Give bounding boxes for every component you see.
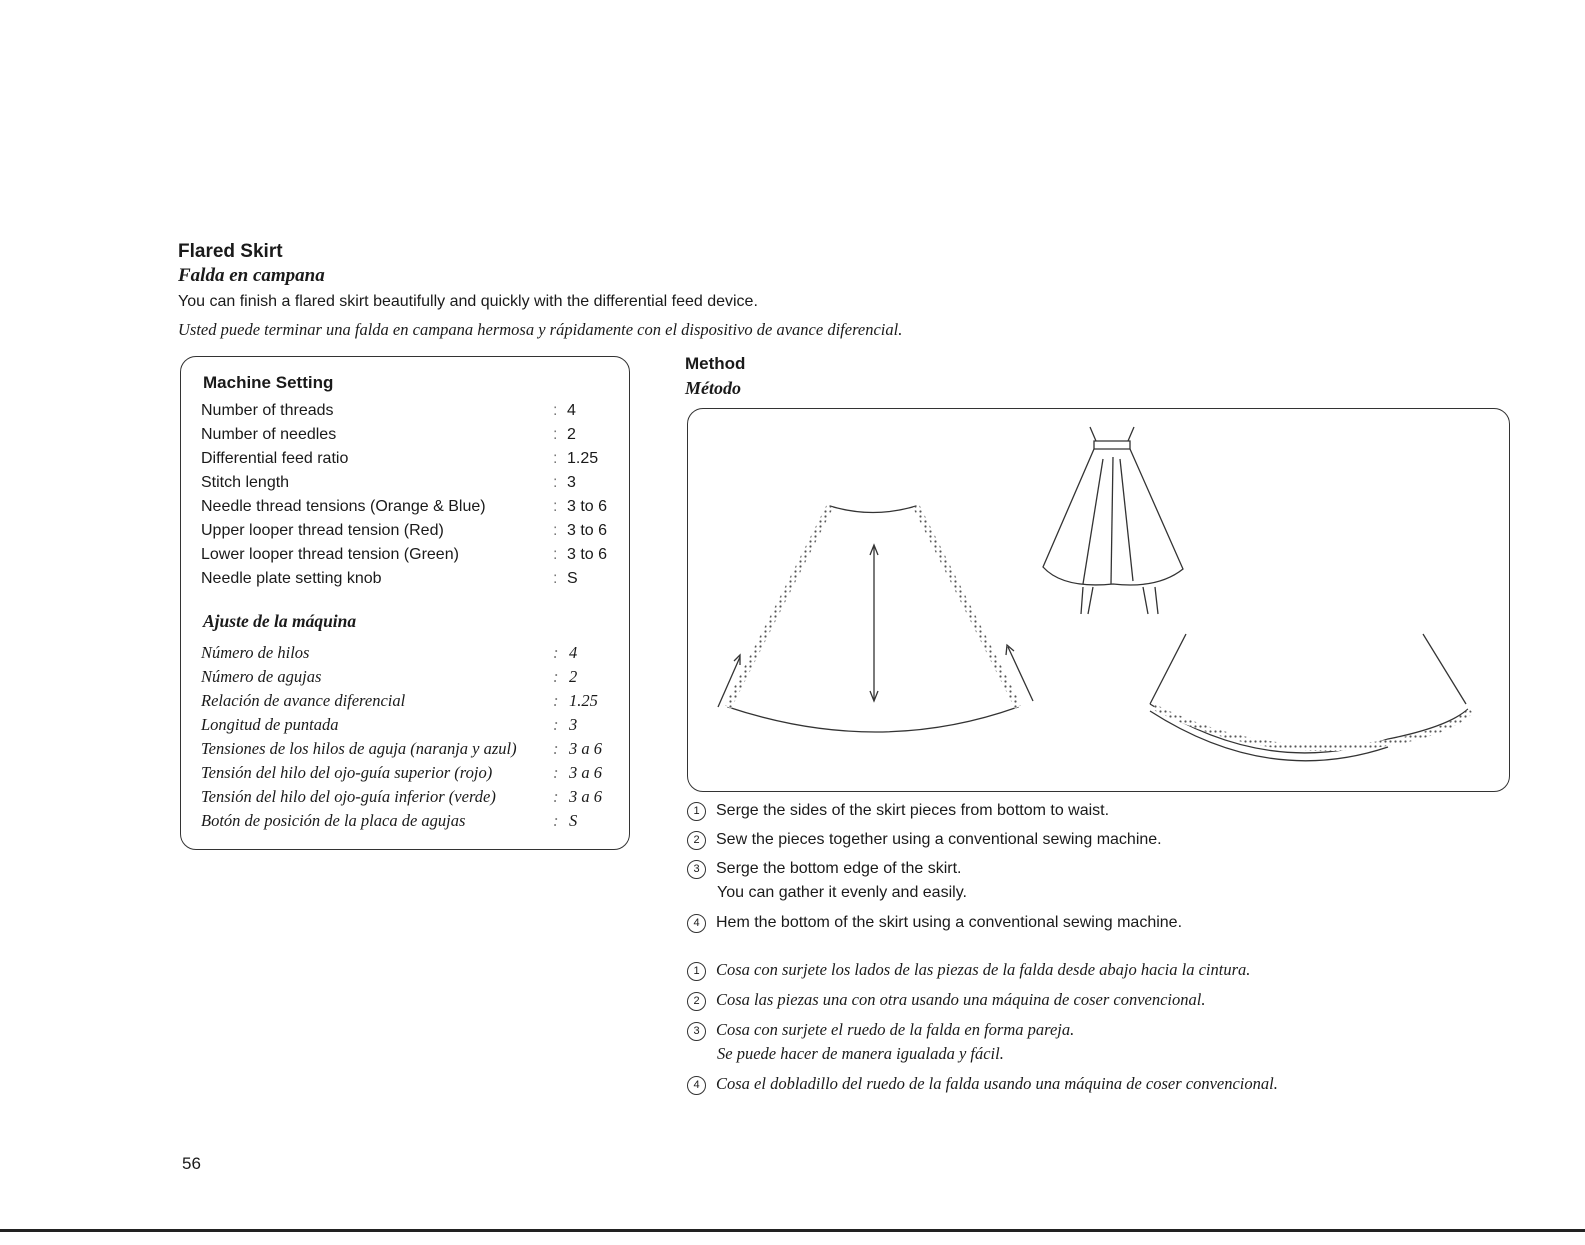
- setting-label: Tensión del hilo del ojo-guía inferior (verde): [201, 787, 496, 806]
- setting-colon: :: [553, 691, 559, 710]
- intro-text-es: Usted puede terminar una falda en campana hermosa y rápidamente con el dispositivo de avance diferencial.: [178, 320, 903, 339]
- setting-colon: :: [553, 498, 558, 515]
- bottom-rule: [0, 1229, 1585, 1232]
- setting-row: [201, 471, 621, 495]
- setting-value: 4: [569, 643, 578, 662]
- setting-label: Número de agujas: [201, 667, 322, 686]
- setting-label: Botón de posición de la placa de agujas: [201, 811, 466, 830]
- method-illustration-box: [687, 408, 1510, 792]
- method-title-es: Método: [685, 378, 741, 398]
- setting-value: 3: [569, 715, 578, 734]
- serged-hem-illustration: [1150, 634, 1471, 761]
- setting-value: 3 to 6: [567, 546, 608, 563]
- setting-colon: :: [553, 546, 558, 563]
- step-subtext: Se puede hacer de manera igualada y fácil.: [717, 1044, 1004, 1063]
- setting-row: [201, 519, 621, 543]
- setting-value: 3 a 6: [569, 787, 602, 806]
- setting-label: Differential feed ratio: [201, 450, 349, 467]
- method-step: [687, 914, 1182, 933]
- step-text: Sew the pieces together using a conventional sewing machine.: [716, 831, 1162, 848]
- setting-row-es: [201, 761, 621, 785]
- method-step-es: [687, 960, 1250, 981]
- setting-row-es: [201, 665, 621, 689]
- step-text: Cosa las piezas una con otra usando una máquina de coser convencional.: [716, 990, 1206, 1009]
- section-title-es: Falda en campana: [178, 265, 325, 286]
- setting-value: S: [567, 570, 578, 587]
- step-number: 3: [687, 1022, 706, 1041]
- skirt-panel-illustration: [718, 506, 1033, 732]
- step-number: 4: [687, 1076, 706, 1095]
- section-title: Flared Skirt: [178, 241, 283, 262]
- method-step-es: [687, 1074, 1278, 1095]
- step-number: 2: [687, 831, 706, 850]
- setting-label: Lower looper thread tension (Green): [201, 546, 459, 563]
- setting-colon: :: [553, 715, 559, 734]
- step-text: Cosa con surjete los lados de las piezas de la falda desde abajo hacia la cintura.: [716, 960, 1251, 979]
- setting-value: 3 to 6: [567, 498, 608, 515]
- setting-value: 3 a 6: [569, 763, 602, 782]
- setting-label: Stitch length: [201, 474, 290, 491]
- step-number: 3: [687, 860, 706, 879]
- step-text: Serge the sides of the skirt pieces from bottom to waist.: [716, 802, 1110, 819]
- setting-row: [201, 495, 621, 519]
- setting-value: 3 a 6: [569, 739, 602, 758]
- setting-row-es: [201, 641, 621, 665]
- page-number: 56: [182, 1154, 201, 1173]
- setting-colon: :: [553, 450, 558, 467]
- setting-value: 1.25: [567, 450, 599, 467]
- setting-colon: :: [553, 570, 558, 587]
- setting-value: 2: [569, 667, 578, 686]
- method-step-es: [687, 990, 1205, 1011]
- method-step: [687, 860, 967, 901]
- setting-label: Tensiones de los hilos de aguja (naranja y azul): [201, 739, 517, 758]
- setting-row-es: [201, 785, 621, 809]
- setting-value: S: [569, 811, 578, 830]
- method-step: [687, 802, 1109, 821]
- setting-row-es: [201, 689, 621, 713]
- setting-row: [201, 423, 621, 447]
- setting-colon: :: [553, 763, 559, 782]
- setting-row-es: [201, 737, 621, 761]
- step-number: 1: [687, 962, 706, 981]
- setting-colon: :: [553, 643, 559, 662]
- step-number: 1: [687, 802, 706, 821]
- step-number: 2: [687, 992, 706, 1011]
- setting-label: Relación de avance diferencial: [201, 691, 406, 710]
- step-text: Cosa el dobladillo del ruedo de la falda usando una máquina de coser convencional.: [716, 1074, 1278, 1093]
- machine-setting-box: [180, 356, 630, 850]
- setting-value: 3 to 6: [567, 522, 608, 539]
- setting-label: Needle thread tensions (Orange & Blue): [201, 498, 486, 515]
- setting-value: 4: [567, 402, 576, 419]
- assembled-skirt-illustration: [1043, 427, 1183, 614]
- method-step-es: [687, 1020, 1075, 1063]
- setting-label: Number of needles: [201, 426, 337, 443]
- step-text: Cosa con surjete el ruedo de la falda en forma pareja.: [716, 1020, 1075, 1039]
- setting-label: Tensión del hilo del ojo-guía superior (rojo): [201, 763, 493, 782]
- method-title: Method: [685, 354, 746, 373]
- setting-row-es: [201, 809, 621, 833]
- step-text: Serge the bottom edge of the skirt.: [716, 860, 962, 877]
- setting-label: Número de hilos: [201, 643, 310, 662]
- setting-colon: :: [553, 739, 559, 758]
- setting-label: Needle plate setting knob: [201, 570, 382, 587]
- setting-row: [201, 567, 621, 591]
- step-subtext: You can gather it evenly and easily.: [717, 884, 967, 901]
- setting-row-es: [201, 713, 621, 737]
- setting-value: 2: [567, 426, 576, 443]
- machine-setting-title: Machine Setting: [203, 373, 334, 392]
- setting-colon: :: [553, 402, 558, 419]
- machine-setting-title-es: Ajuste de la máquina: [203, 611, 357, 631]
- setting-value: 1.25: [569, 691, 598, 710]
- intro-text: You can finish a flared skirt beautifully and quickly with the differential feed device.: [178, 293, 758, 310]
- setting-row: [201, 543, 621, 567]
- setting-colon: :: [553, 474, 558, 491]
- setting-row: [201, 447, 621, 471]
- setting-row: [201, 399, 621, 423]
- setting-colon: :: [553, 811, 559, 830]
- setting-colon: :: [553, 522, 558, 539]
- setting-label: Longitud de puntada: [201, 715, 339, 734]
- step-text: Hem the bottom of the skirt using a conventional sewing machine.: [716, 914, 1183, 931]
- step-number: 4: [687, 914, 706, 933]
- method-step: [687, 831, 1162, 850]
- method-illustration: [688, 409, 1511, 793]
- setting-label: Upper looper thread tension (Red): [201, 522, 444, 539]
- setting-colon: :: [553, 787, 559, 806]
- setting-value: 3: [567, 474, 576, 491]
- setting-label: Number of threads: [201, 402, 334, 419]
- setting-colon: :: [553, 426, 558, 443]
- setting-colon: :: [553, 667, 559, 686]
